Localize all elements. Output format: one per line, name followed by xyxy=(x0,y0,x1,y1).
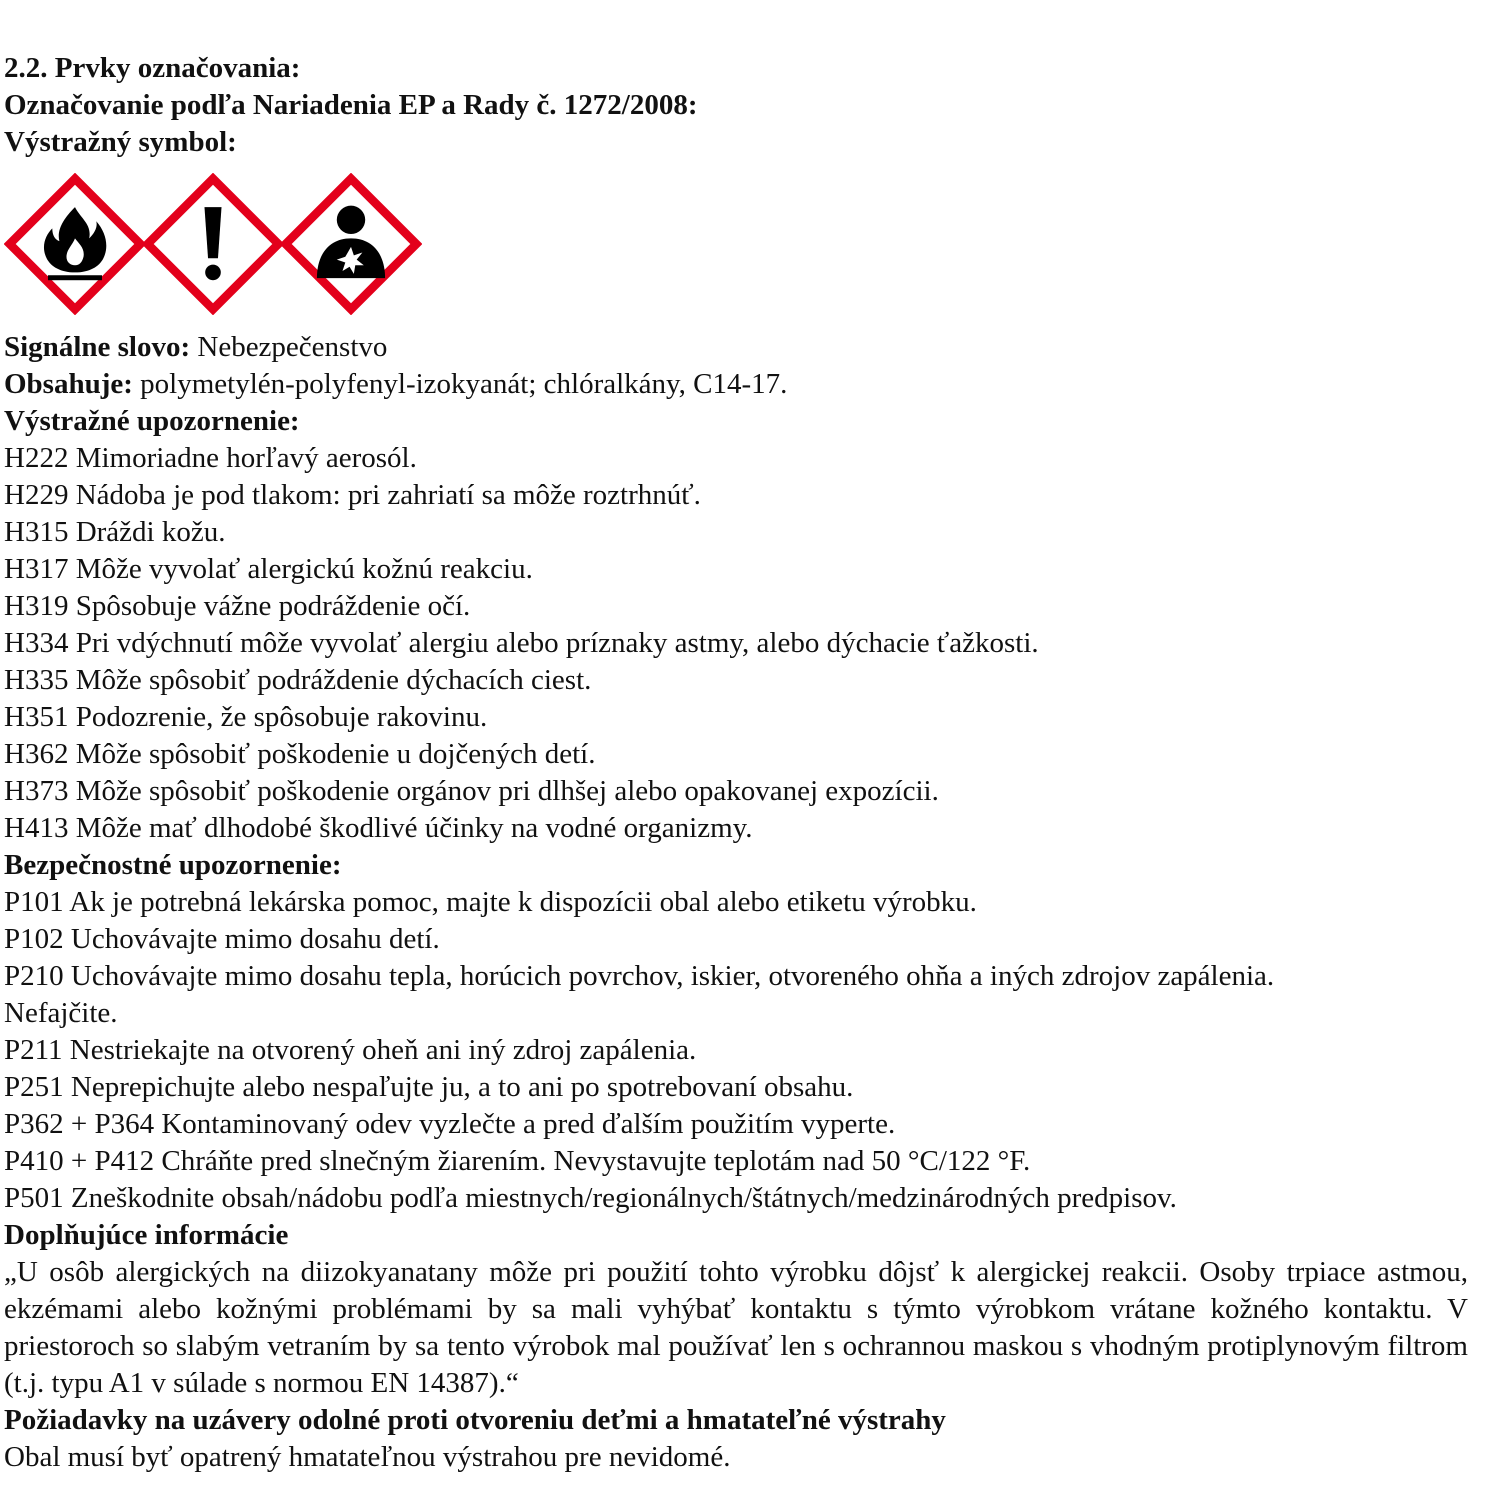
section-title: 2.2. Prvky označovania: xyxy=(4,52,301,84)
hazard-statement: H319 Spôsobuje vážne podráždenie očí. xyxy=(4,590,471,622)
hazard-statement: H373 Môže spôsobiť poškodenie orgánov pri dlhšej alebo opakovanej expozícii. xyxy=(4,775,939,807)
signal-word-value: Nebezpečenstvo xyxy=(190,331,388,363)
precaution-statement: P362 + P364 Kontaminovaný odev vyzlečte a pred ďalším použitím vyperte. xyxy=(4,1108,896,1140)
closures-heading: Požiadavky na uzávery odolné proti otvoreniu deťmi a hmatateľné výstrahy xyxy=(4,1404,946,1436)
contains-value: polymetylén-polyfenyl-izokyanát; chlóralkány, C14-17. xyxy=(132,368,788,400)
hazard-statement: H351 Podozrenie, že spôsobuje rakovinu. xyxy=(4,701,488,733)
precaution-statement: Nefajčite. xyxy=(4,997,118,1029)
health-hazard-icon xyxy=(280,173,422,315)
hazard-statement: H413 Môže mať dlhodobé škodlivé účinky na vodné organizmy. xyxy=(4,812,753,844)
precaution-statement: P210 Uchovávajte mimo dosahu tepla, horúcich povrchov, iskier, otvoreného ohňa a iných zdrojov zapálenia. xyxy=(4,960,1275,992)
symbol-heading: Výstražný symbol: xyxy=(4,126,237,158)
regulation-heading: Označovanie podľa Nariadenia EP a Rady č. 1272/2008: xyxy=(4,89,698,121)
document-page xyxy=(4,50,1468,1476)
exclamation-mark-icon xyxy=(142,173,284,315)
precaution-statement: P410 + P412 Chráňte pred slnečným žiarením. Nevystavujte teplotám nad 50 °C/122 °F. xyxy=(4,1145,1031,1177)
precaution-statement: P211 Nestriekajte na otvorený oheň ani iný zdroj zapálenia. xyxy=(4,1034,697,1066)
closures-text: Obal musí byť opatrený hmatateľnou výstrahou pre nevidomé. xyxy=(4,1441,731,1473)
precaution-statement: P501 Zneškodnite obsah/nádobu podľa miestnych/regionálnych/štátnych/medzinárodných predpisov. xyxy=(4,1182,1177,1214)
flame-icon xyxy=(4,173,146,315)
precaution-statement: P101 Ak je potrebná lekárska pomoc, majte k dispozícii obal alebo etiketu výrobku. xyxy=(4,886,977,918)
precaution-statement: P251 Neprepichujte alebo nespaľujte ju, a to ani po spotrebovaní obsahu. xyxy=(4,1071,854,1103)
precaution-statement: P102 Uchovávajte mimo dosahu detí. xyxy=(4,923,440,955)
hazard-statement: H334 Pri vdýchnutí môže vyvolať alergiu alebo príznaky astmy, alebo dýchacie ťažkosti. xyxy=(4,627,1039,659)
hazard-statement: H335 Môže spôsobiť podráždenie dýchacích ciest. xyxy=(4,664,592,696)
hazard-statement: H317 Môže vyvolať alergickú kožnú reakciu. xyxy=(4,553,533,585)
hazard-heading: Výstražné upozornenie: xyxy=(4,405,300,437)
supplemental-heading: Doplňujúce informácie xyxy=(4,1219,289,1251)
signal-word-label: Signálne slovo: xyxy=(4,331,191,363)
supplemental-text: „U osôb alergických na diizokyanatany môže pri použití tohto výrobku dôjsť k alergickej reakcii. Osoby trpiace astmou, ekzémami alebo kožnými problémami by sa mali vyhýbať kontaktu s týmto výrobkom vrátane kožného kontaktu. V priestoroch so slabým vetraním by sa tento výrobok mal používať len s ochrannou maskou s vhodným protiplynovým filtrom (t.j. typu A1 v súlade s normou EN 14387).“ xyxy=(4,1256,1468,1399)
ghs-pictograms xyxy=(4,161,1468,329)
hazard-statement: H229 Nádoba je pod tlakom: pri zahriatí sa môže roztrhnúť. xyxy=(4,479,701,511)
signal-word xyxy=(4,329,1468,366)
contains-line xyxy=(4,366,1468,403)
precaution-heading: Bezpečnostné upozornenie: xyxy=(4,849,342,881)
contains-label: Obsahuje: xyxy=(4,368,133,400)
hazard-statement: H315 Dráždi kožu. xyxy=(4,516,226,548)
hazard-statement: H222 Mimoriadne horľavý aerosól. xyxy=(4,442,417,474)
hazard-statement: H362 Môže spôsobiť poškodenie u dojčených detí. xyxy=(4,738,596,770)
